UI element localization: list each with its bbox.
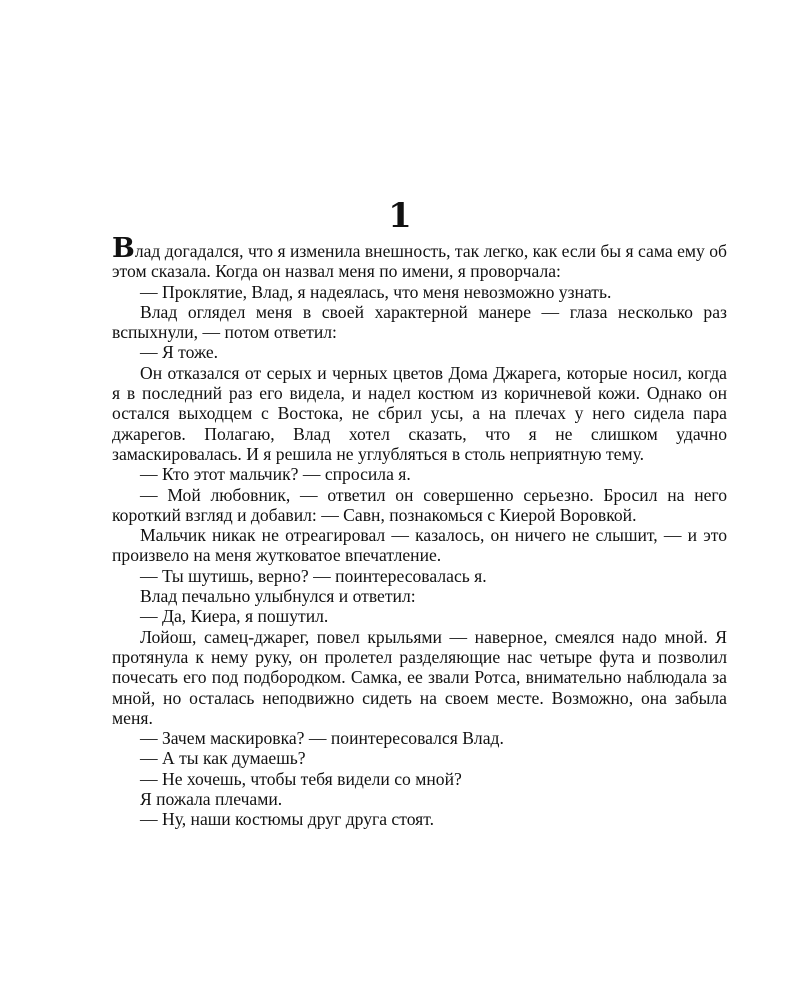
paragraph: — Да, Киера, я пошутил. bbox=[140, 606, 329, 627]
drop-cap: В bbox=[112, 233, 135, 264]
paragraph: — Я тоже. bbox=[140, 342, 219, 363]
paragraph: Я пожала плечами. bbox=[140, 789, 283, 810]
paragraph: — Кто этот мальчик? — спросила я. bbox=[140, 464, 411, 485]
paragraph: Влад оглядел меня в своей характерной манере — глаза несколько раз вспыхнули, — потом ответил: bbox=[112, 301, 727, 343]
paragraph: Он отказался от серых и черных цветов Дома Джарега, которые носил, когда я в последний раз его видела, и надел костюм из коричневой кожи. Однако он остался выходцем с Востока, не сбрил усы, а на плечах у него сидела пара джарегов. Полагаю, Влад хотел сказать, что я не слишком удачно замаскировалась. И я решила не углубляться в столь неприятную тему. bbox=[112, 362, 727, 464]
chapter-number: 1 bbox=[388, 196, 412, 236]
paragraph: Лойош, самец-джарег, повел крыльями — наверное, смеялся надо мной. Я протянула к нему руку, он пролетел разделяющие нас четыре фута и позволил почесать его под подбородком. Самка, ее звали Ротса, внимательно наблюдала за мной, но осталась неподвижно сидеть на своем месте. Возможно, она забыла меня. bbox=[112, 626, 727, 728]
paragraph: — Проклятие, Влад, я надеялась, что меня невозможно узнать. bbox=[140, 281, 612, 302]
chapter-text bbox=[112, 233, 727, 830]
paragraph: Влад печально улыбнулся и ответил: bbox=[140, 586, 416, 607]
paragraph: — Ты шутишь, верно? — поинтересовалась я. bbox=[140, 565, 487, 586]
paragraph: Мальчик никак не отреагировал — казалось, он ничего не слышит, — и это произвело на меня жутковатое впечатление. bbox=[112, 525, 727, 566]
paragraph: — Не хочешь, чтобы тебя видели со мной? bbox=[140, 768, 462, 789]
paragraph: — Мой любовник, — ответил он совершенно серьезно. Бросил на него короткий взгляд и добавил: — Савн, познакомься с Киерой Воровкой. bbox=[112, 484, 727, 525]
paragraph: — Зачем маскировка? — поинтересовался Влад. bbox=[140, 728, 504, 749]
paragraph: — Ну, наши костюмы друг друга стоят. bbox=[140, 809, 435, 830]
paragraph-text: лад догадался, что я изменила внешность, так легко, как если бы я сама ему об этом сказала. Когда он назвал меня по имени, я проворчала: bbox=[112, 241, 727, 282]
paragraph bbox=[112, 233, 727, 282]
paragraph: — А ты как думаешь? bbox=[140, 748, 306, 769]
